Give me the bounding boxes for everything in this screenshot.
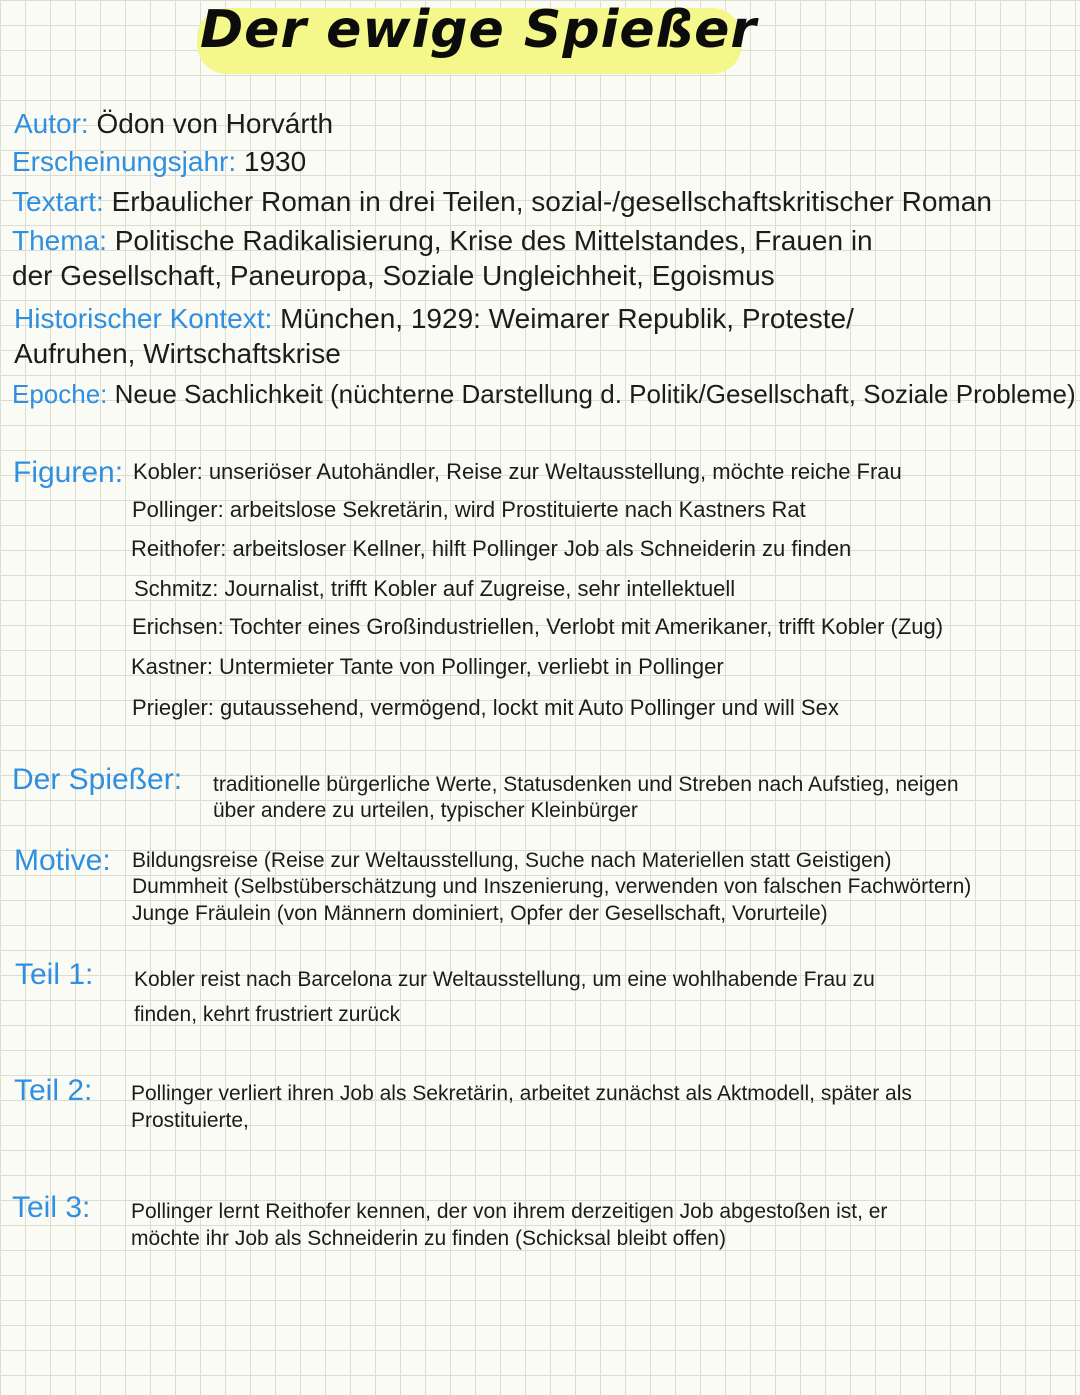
jahr-label: Erscheinungsjahr:: [12, 146, 237, 177]
page-title: Der ewige Spießer: [200, 0, 757, 60]
figur-erichsen: Erichsen: Tochter eines Großindustriellen, Verlobt mit Amerikaner, trifft Kobler (Zug): [132, 614, 944, 639]
autor-value: Ödon von Horvárth: [96, 108, 334, 139]
figur-kobler: Kobler: unseriöser Autohändler, Reise zur Weltausstellung, möchte reiche Frau: [133, 459, 902, 484]
teil-1-line-2: finden, kehrt frustriert zurück: [134, 1003, 401, 1026]
kontext-line-2: Aufruhen, Wirtschaftskrise: [14, 338, 341, 369]
textart-label: Textart:: [12, 186, 104, 217]
kontext-line-1: [14, 302, 854, 336]
motiv-junge-fraeulein: Junge Fräulein (von Männern dominiert, Opfer der Gesellschaft, Vorurteile): [132, 902, 828, 925]
epoche-line: [12, 377, 1076, 411]
jahr-line: [12, 145, 306, 179]
figur-pollinger: Pollinger: arbeitslose Sekretärin, wird Prostituierte nach Kastners Rat: [132, 497, 806, 522]
teil-3-line-2: möchte ihr Job als Schneiderin zu finden (Schicksal bleibt offen): [131, 1227, 726, 1250]
figuren-label: Figuren:: [13, 456, 124, 489]
motiv-bildungsreise: Bildungsreise (Reise zur Weltausstellung, Suche nach Materiellen statt Geistigen): [132, 849, 892, 872]
thema-label: Thema:: [12, 225, 107, 256]
kontext-value-1: München, 1929: Weimarer Republik, Proteste/: [280, 303, 854, 334]
teil-2-line-1: Pollinger verliert ihren Job als Sekretärin, arbeitet zunächst als Aktmodell, später als: [131, 1082, 912, 1105]
epoche-label: Epoche:: [12, 379, 108, 409]
thema-line-2: der Gesellschaft, Paneuropa, Soziale Ungleichheit, Egoismus: [12, 260, 775, 291]
teil-1-label: Teil 1:: [15, 958, 94, 991]
jahr-value: 1930: [243, 146, 307, 177]
textart-line: [12, 185, 992, 219]
figur-reithofer: Reithofer: arbeitsloser Kellner, hilft Pollinger Job als Schneiderin zu finden: [131, 536, 852, 561]
spiesser-label: Der Spießer:: [12, 763, 183, 796]
teil-1-line-1: Kobler reist nach Barcelona zur Weltausstellung, um eine wohlhabende Frau zu: [134, 968, 875, 991]
teil-2-line-2: Prostituierte,: [131, 1109, 249, 1132]
figur-schmitz: Schmitz: Journalist, trifft Kobler auf Zugreise, sehr intellektuell: [134, 576, 736, 601]
figur-priegler: Priegler: gutaussehend, vermögend, lockt mit Auto Pollinger und will Sex: [132, 695, 839, 720]
spiesser-line-1: traditionelle bürgerliche Werte, Statusdenken und Streben nach Aufstieg, neigen: [213, 773, 959, 796]
epoche-value: Neue Sachlichkeit (nüchterne Darstellung d. Politik/Gesellschaft, Soziale Probleme): [114, 379, 1076, 409]
autor-line: [14, 107, 333, 141]
teil-3-line-1: Pollinger lernt Reithofer kennen, der von ihrem derzeitigen Job abgestoßen ist, er: [131, 1200, 888, 1223]
textart-value: Erbaulicher Roman in drei Teilen, sozial-/gesellschaftskritischer Roman: [111, 186, 992, 217]
thema-line-1: [12, 224, 873, 258]
teil-2-label: Teil 2:: [14, 1074, 93, 1107]
spiesser-line-2: über andere zu urteilen, typischer Kleinbürger: [213, 799, 638, 822]
thema-value-1: Politische Radikalisierung, Krise des Mittelstandes, Frauen in: [114, 225, 873, 256]
autor-label: Autor:: [14, 108, 89, 139]
teil-3-label: Teil 3:: [12, 1191, 91, 1224]
motive-label: Motive:: [14, 844, 111, 877]
figur-kastner: Kastner: Untermieter Tante von Pollinger, verliebt in Pollinger: [131, 654, 724, 679]
motiv-dummheit: Dummheit (Selbstüberschätzung und Inszenierung, verwenden von falschen Fachwörtern): [132, 875, 972, 898]
kontext-label: Historischer Kontext:: [14, 303, 273, 334]
